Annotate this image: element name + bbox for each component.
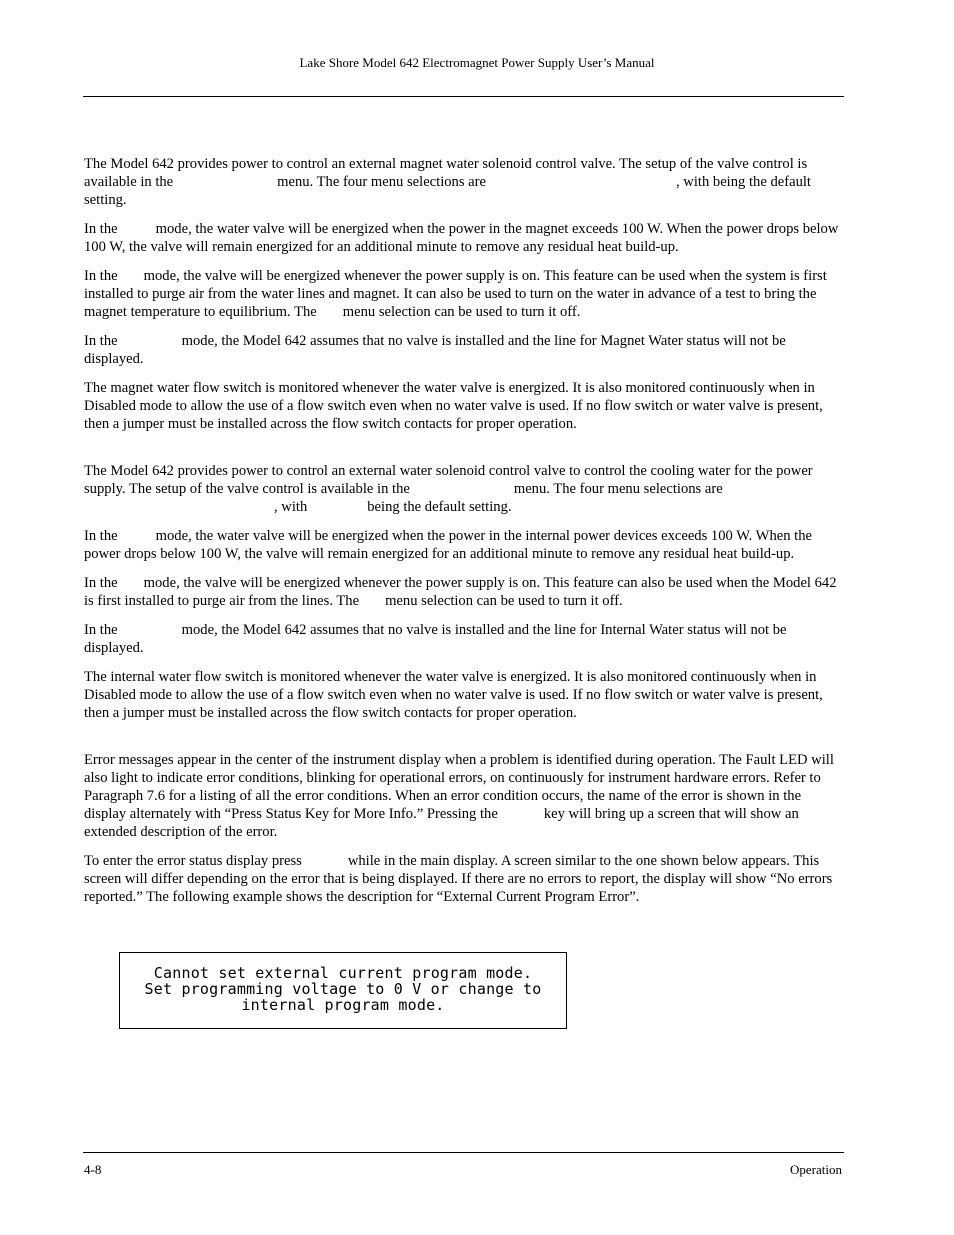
instrument-display-screen (119, 952, 567, 1029)
header-rule (83, 96, 844, 97)
display-line: Cannot set external current program mode. (153, 964, 533, 982)
paragraph: To enter the error status display press while in the main display. A screen similar to the one shown below appears. This screen will differ depending on the error that is being displayed. If there are no errors to report, the display will show “No errors reported.” The following example shows the description for “External Current Program Error”. (84, 853, 833, 905)
page-number: 4-8 (84, 1162, 102, 1177)
paragraph: In the mode, the water valve will be energized when the power in the magnet exceeds 100 W. When the power drops below 100 W, the valve will remain energized for an additional minute to remove any residual heat build-up. (84, 221, 839, 255)
paragraph: In the mode, the water valve will be energized when the power in the internal power devices exceeds 100 W. When the power drops below 100 W, the valve will remain energized for an additional minute to remove any residual heat build-up. (84, 528, 812, 562)
paragraph: In the mode, the Model 642 assumes that no valve is installed and the line for Internal Water status will not be displayed. (84, 622, 787, 656)
paragraph: In the mode, the Model 642 assumes that no valve is installed and the line for Magnet Water status will not be displayed. (84, 333, 786, 367)
paragraph: In the mode, the valve will be energized whenever the power supply is on. This feature can also be used when the Model 642 is first installed to purge air from the lines. The menu selection can be used to turn it off. (84, 575, 837, 609)
paragraph: The Model 642 provides power to control an external water solenoid control valve to control the cooling water for the power supply. The setup of the valve control is available in the menu. The four menu selections are , with being the default setting. (84, 463, 813, 515)
paragraph: Error messages appear in the center of the instrument display when a problem is identified during operation. The Fault LED will also light to indicate error conditions, blinking for operational errors, on continuously for instrument hardware errors. Refer to Paragraph 7.6 for a listing of all the error conditions. When an error condition occurs, the name of the error is shown in the display alternately with “Press Status Key for More Info.” Pressing the key will bring up a screen that will show an extended description of the error. (84, 752, 834, 840)
display-line: Set programming voltage to 0 V or change to (144, 980, 542, 998)
page-header: Lake Shore Model 642 Electromagnet Power Supply User’s Manual (299, 55, 655, 70)
paragraph: The magnet water flow switch is monitored whenever the water valve is energized. It is also monitored continuously when in Disabled mode to allow the use of a flow switch even when no water valve is used. If no flow switch or water valve is present, then a jumper must be installed across the flow switch contacts for proper operation. (84, 380, 823, 432)
paragraph: The internal water flow switch is monitored whenever the water valve is energized. It is also monitored continuously when in Disabled mode to allow the use of a flow switch even when no water valve is used. If no flow switch or water valve is present, then a jumper must be installed across the flow switch contacts for proper operation. (84, 669, 823, 721)
paragraph: In the mode, the valve will be energized whenever the power supply is on. This feature can be used when the system is first installed to purge air from the water lines and magnet. It can also be used to turn on the water in advance of a test to bring the magnet temperature to equilibrium. The menu selection can be used to turn it off. (84, 268, 827, 320)
section-name: Operation (790, 1162, 842, 1177)
footer-rule (83, 1152, 844, 1153)
document-body (84, 155, 844, 917)
display-line: internal program mode. (241, 996, 445, 1014)
paragraph: The Model 642 provides power to control an external magnet water solenoid control valve. The setup of the valve control is available in the menu. The four menu selections are , with being the default setting. (84, 156, 811, 208)
